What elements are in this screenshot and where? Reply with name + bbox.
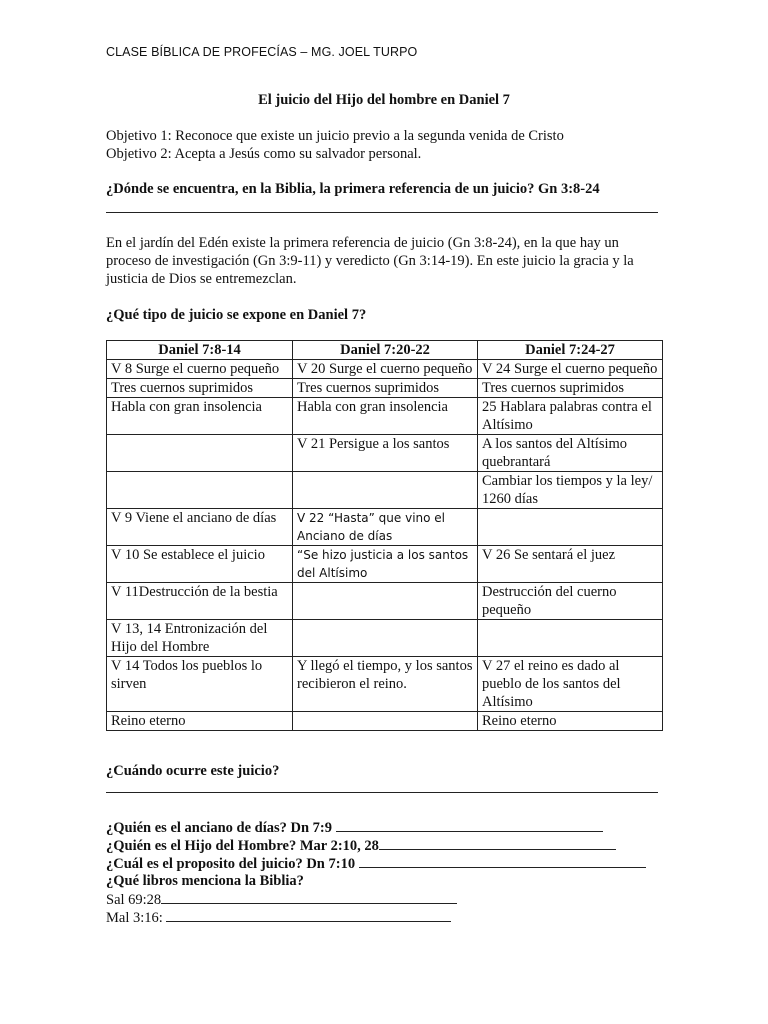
reference-sal bbox=[106, 890, 457, 909]
table-row bbox=[107, 435, 663, 472]
answer-blank[interactable] bbox=[166, 908, 451, 922]
table-cell: V 9 Viene el anciano de días bbox=[107, 509, 293, 546]
table-cell: A los santos del Altísimo quebrantará bbox=[478, 435, 663, 472]
objective-2: Objetivo 2: Acepta a Jesús como su salvador personal. bbox=[106, 146, 422, 162]
answer-line bbox=[106, 792, 658, 793]
table-cell bbox=[293, 583, 478, 620]
reference-text: Sal 69:28 bbox=[106, 892, 162, 908]
table-row bbox=[107, 620, 663, 657]
table-cell bbox=[293, 712, 478, 731]
table-cell: Reino eterno bbox=[107, 712, 293, 731]
table-cell bbox=[478, 620, 663, 657]
table-cell: V 10 Se establece el juicio bbox=[107, 546, 293, 583]
daniel-comparison-table bbox=[106, 340, 663, 731]
table-cell: Cambiar los tiempos y la ley/ 1260 días bbox=[478, 472, 663, 509]
table-cell: Reino eterno bbox=[478, 712, 663, 731]
table-cell: V 27 el reino es dado al pueblo de los santos del Altísimo bbox=[478, 657, 663, 712]
question-son-of-man bbox=[106, 836, 616, 855]
question-text: ¿Quién es el Hijo del Hombre? Mar 2:10, 28 bbox=[106, 838, 379, 854]
table-cell: Habla con gran insolencia bbox=[293, 398, 478, 435]
question-ancient-of-days bbox=[106, 818, 603, 837]
table-cell: V 13, 14 Entronización del Hijo del Hombre bbox=[107, 620, 293, 657]
col-header-daniel-7-20-22: Daniel 7:20-22 bbox=[293, 341, 478, 360]
table-row bbox=[107, 398, 663, 435]
table-cell: Tres cuernos suprimidos bbox=[293, 379, 478, 398]
table-cell: V 11Destrucción de la bestia bbox=[107, 583, 293, 620]
table-cell: V 14 Todos los pueblos lo sirven bbox=[107, 657, 293, 712]
reference-mal bbox=[106, 908, 451, 927]
table-cell: V 26 Se sentará el juez bbox=[478, 546, 663, 583]
table-row bbox=[107, 509, 663, 546]
table-cell bbox=[293, 620, 478, 657]
table-cell: 25 Hablara palabras contra el Altísimo bbox=[478, 398, 663, 435]
table-cell: V 24 Surge el cuerno pequeño bbox=[478, 360, 663, 379]
answer-blank[interactable] bbox=[359, 854, 646, 868]
table-cell: Tres cuernos suprimidos bbox=[478, 379, 663, 398]
table-cell-handwritten: V 22 “Hasta” que vino el Anciano de días bbox=[293, 509, 478, 546]
table-row bbox=[107, 546, 663, 583]
table-cell bbox=[107, 435, 293, 472]
question-purpose bbox=[106, 854, 646, 873]
table-cell bbox=[293, 472, 478, 509]
table-row bbox=[107, 712, 663, 731]
page-title: El juicio del Hijo del hombre en Daniel 7 bbox=[258, 92, 510, 108]
question-text: ¿Cuál es el proposito del juicio? Dn 7:10 bbox=[106, 856, 359, 872]
table-row bbox=[107, 657, 663, 712]
col-header-daniel-7-8-14: Daniel 7:8-14 bbox=[107, 341, 293, 360]
table-cell-handwritten: “Se hizo justicia a los santos del Altísimo bbox=[293, 546, 478, 583]
question-books: ¿Qué libros menciona la Biblia? bbox=[106, 873, 304, 889]
question-judgment-type: ¿Qué tipo de juicio se expone en Daniel 7? bbox=[106, 307, 367, 323]
table-cell bbox=[478, 509, 663, 546]
table-row bbox=[107, 583, 663, 620]
table-cell: Habla con gran insolencia bbox=[107, 398, 293, 435]
answer-blank[interactable] bbox=[379, 836, 616, 850]
col-header-daniel-7-24-27: Daniel 7:24-27 bbox=[478, 341, 663, 360]
table-cell bbox=[107, 472, 293, 509]
table-row bbox=[107, 472, 663, 509]
question-when: ¿Cuándo ocurre este juicio? bbox=[106, 763, 280, 779]
answer-blank[interactable] bbox=[336, 818, 603, 832]
answer-line bbox=[106, 212, 658, 213]
table-cell: Destrucción del cuerno pequeño bbox=[478, 583, 663, 620]
table-cell: Tres cuernos suprimidos bbox=[107, 379, 293, 398]
paragraph-eden: En el jardín del Edén existe la primera referencia de juicio (Gn 3:8-24), en la que hay un proceso de investigación (Gn 3:9-11) y veredicto (Gn 3:14-19). En este juicio la gracia y la justicia de Dios se entremezclan. bbox=[106, 235, 634, 287]
objective-1: Objetivo 1: Reconoce que existe un juicio previo a la segunda venida de Cristo bbox=[106, 128, 564, 144]
table-row bbox=[107, 379, 663, 398]
document-header: CLASE BÍBLICA DE PROFECÍAS – MG. JOEL TURPO bbox=[106, 45, 418, 59]
reference-text: Mal 3:16: bbox=[106, 910, 167, 926]
table-cell: V 20 Surge el cuerno pequeño bbox=[293, 360, 478, 379]
answer-blank[interactable] bbox=[161, 890, 457, 904]
question-first-reference: ¿Dónde se encuentra, en la Biblia, la primera referencia de un juicio? Gn 3:8-24 bbox=[106, 181, 600, 197]
question-text: ¿Quién es el anciano de días? Dn 7:9 bbox=[106, 820, 336, 836]
table-row bbox=[107, 360, 663, 379]
table-cell: V 8 Surge el cuerno pequeño bbox=[107, 360, 293, 379]
table-cell: Y llegó el tiempo, y los santos recibieron el reino. bbox=[293, 657, 478, 712]
table-header-row bbox=[107, 341, 663, 360]
table-cell: V 21 Persigue a los santos bbox=[293, 435, 478, 472]
